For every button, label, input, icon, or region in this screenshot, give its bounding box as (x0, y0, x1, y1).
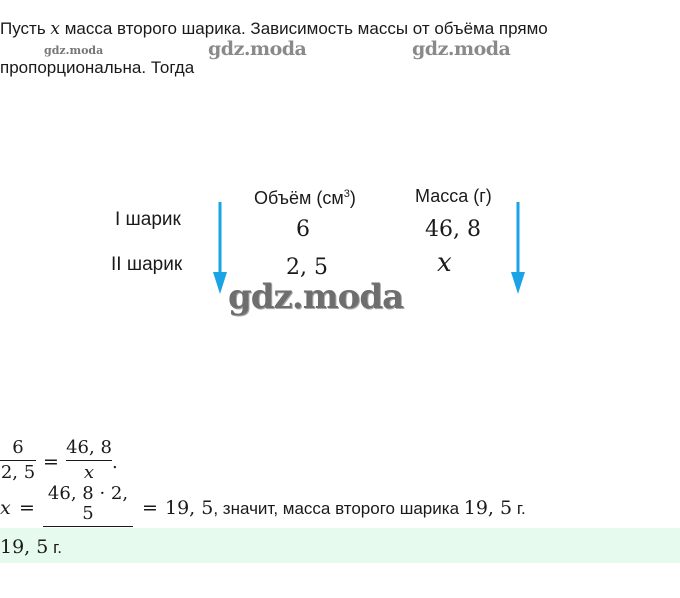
eq1-equals: = (43, 451, 59, 473)
eq1-period: . (112, 452, 118, 473)
eq1-left-denominator: 2, 5 (0, 462, 36, 483)
eq2-result-line (165, 497, 526, 519)
arrow-down-icon-right (509, 200, 527, 296)
arrow-down-icon-left (211, 200, 229, 296)
cell-ball1-volume: 6 (296, 217, 310, 242)
eq2-tail-value: 19, 5 (463, 497, 513, 519)
eq1-right-fraction (66, 438, 112, 483)
intro-variable-x: x (50, 19, 60, 39)
eq2-lhs: x (0, 497, 11, 519)
intro-text-end: масса второго шарика. Зависимость массы от объёма прямо (60, 19, 548, 38)
row-label-ball-2: II шарик (111, 254, 183, 275)
eq1-right-numerator: 46, 8 (66, 437, 112, 458)
intro-line-1 (0, 19, 548, 39)
watermark-big: gdz.moda (228, 277, 404, 317)
cell-ball1-mass: 46, 8 (425, 217, 481, 242)
column-header-volume: Объём $(см^3)$ (254, 188, 356, 208)
intro-line-2: пропорциональна. Тогда (0, 58, 195, 77)
answer-box (0, 528, 680, 563)
answer-unit: г. (48, 538, 62, 557)
eq2-value: 19, 5 (165, 497, 214, 519)
answer-value: 19, 5 (0, 536, 49, 558)
cell-ball2-volume: 2, 5 (286, 255, 328, 280)
answer-line (0, 536, 62, 558)
column-header-mass: Масса (г) (415, 186, 492, 206)
eq2-tail-unit: г. (512, 499, 526, 518)
watermark-mid-1: gdz.moda (208, 38, 307, 60)
watermark-small: gdz.moda (44, 44, 104, 57)
row-label-ball-1: I шарик (115, 209, 181, 230)
eq2-tail-text: , значит, масса второго шарика (213, 499, 464, 518)
watermark-mid-2: gdz.moda (412, 38, 511, 60)
eq2-equals-2: = (142, 497, 158, 519)
eq1-left-numerator: 6 (12, 437, 24, 458)
eq2-numerator: 46, 8 · 2, 5 (47, 483, 129, 524)
eq1-right-denominator: x (83, 462, 95, 483)
intro-text-start: Пусть (0, 19, 51, 38)
eq1-left-fraction (0, 438, 36, 483)
cell-ball2-mass: x (437, 248, 452, 278)
eq2-equals: = (19, 497, 35, 519)
